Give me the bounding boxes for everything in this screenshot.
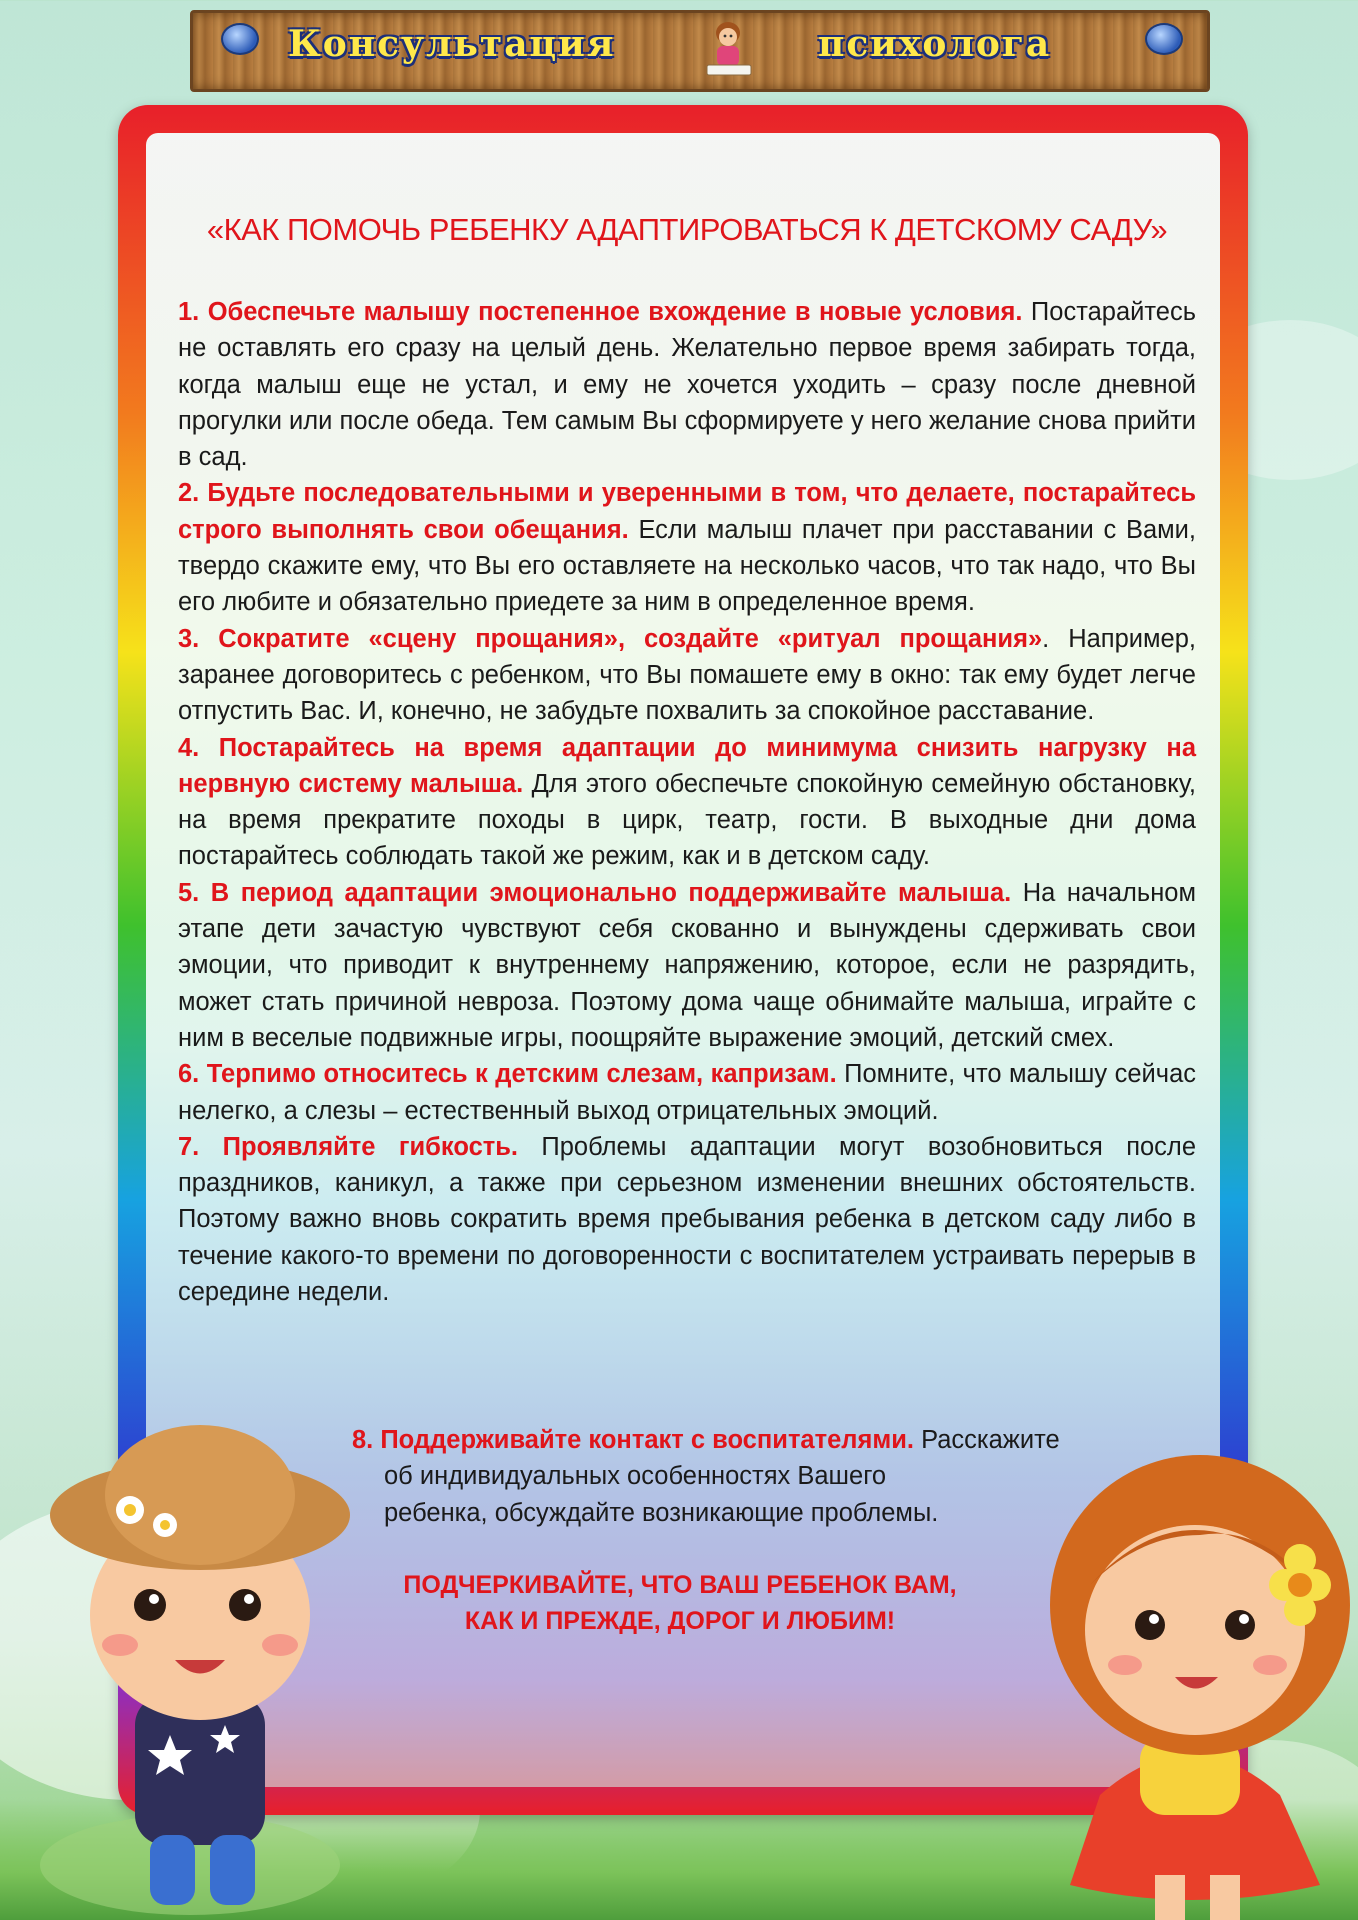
advice-text: ребенка, обсуждайте возникающие проблемы.: [384, 1498, 939, 1527]
advice-lead: 4. Постарайтесь на время адаптации до минимума снизить нагрузку на нервную систему малыша.: [178, 733, 1196, 798]
bolt-icon: [221, 23, 259, 55]
psychologist-figure-icon: [693, 17, 763, 87]
advice-lead: 5. В период адаптации эмоционально поддерживайте малыша.: [178, 878, 1012, 907]
advice-text: Расскажите: [913, 1426, 1060, 1454]
girl-illustration: [1030, 1415, 1358, 1920]
advice-lead: 2. Будьте последовательными и уверенными в том, что делаете, постарайтесь строго выполнять свои обещания.: [178, 479, 1196, 544]
boy-illustration: [0, 1395, 380, 1920]
advice-lead: 8. Поддерживайте контакт с воспитателями.: [352, 1426, 914, 1454]
advice-text: Помните, что малышу сейчас нелегко, а слезы – естественный выход отрицательных эмоций.: [178, 1060, 1196, 1125]
advice-text: Постарайтесь не оставлять его сразу на целый день. Желательно первое время забирать тогда, когда малыш еще не устал, и ему не хочется уходить – сразу после дневной прогулки или после обеда. Тем самым Вы сформируете у него желание снова прийти в сад.: [178, 298, 1196, 472]
advice-text: . Например, заранее договоритесь с ребенком, что Вы помашете ему в окно: так ему будет легче отпустить Вас. И, конечно, не забудьте похвалить за спокойное расставание.: [178, 624, 1197, 726]
banner-word-consultation: Консультация: [288, 23, 616, 65]
closing-message: [330, 1567, 1030, 1639]
advice-lead: 6. Терпимо относитесь к детским слезам, капризам.: [178, 1060, 837, 1089]
closing-line-2: КАК И ПРЕЖДЕ, ДОРОГ И ЛЮБИМ!: [464, 1607, 896, 1635]
advice-lead: 1. Обеспечьте малышу постепенное вхождение в новые условия.: [178, 298, 1023, 326]
advice-item-7: [178, 1129, 1196, 1310]
page-title: «КАК ПОМОЧЬ РЕБЕНКУ АДАПТИРОВАТЬСЯ К ДЕТСКОМУ САДУ»: [206, 212, 1168, 247]
advice-text: На начальном этапе дети зачастую чувствуют себя скованно и вынуждены сдерживать свои эмоции, что приводит к внутреннему напряжению, которое, если не разрядить, может стать причиной невроза. Поэтому дома чаще обнимайте малыша, играйте с ним в веселые подвижные игры, поощряйте выражение эмоций, детский смех.: [178, 878, 1196, 1052]
advice-item-8: [352, 1422, 1132, 1531]
advice-item-3: [178, 621, 1196, 730]
header-banner: [190, 10, 1210, 92]
advice-text: Проблемы адаптации могут возобновиться после праздников, каникул, а также при серьезном изменении внешних обстоятельств. Поэтому важно вновь сократить время пребывания ребенка в детском саду либо в течение какого-то времени по договоренности с воспитателем устраивать перерыв в середине недели.: [178, 1132, 1196, 1307]
advice-text: об индивидуальных особенностях Вашего: [384, 1462, 887, 1491]
advice-item-6: [178, 1056, 1196, 1129]
bolt-icon: [1145, 23, 1183, 55]
advice-lead: 3. Сократите «сцену прощания», создайте «ритуал прощания»: [178, 624, 1043, 653]
banner-word-psychologist: психолога: [818, 23, 1052, 65]
closing-line-1: ПОДЧЕРКИВАЙТЕ, ЧТО ВАШ РЕБЕНОК ВАМ,: [403, 1571, 957, 1599]
article: [178, 210, 1196, 1310]
advice-lead: 7. Проявляйте гибкость.: [178, 1132, 519, 1161]
advice-list: [178, 294, 1196, 1310]
advice-item-1: [178, 294, 1196, 475]
advice-item-4: [178, 730, 1196, 875]
advice-text: Для этого обеспечьте спокойную семейную обстановку, на время прекратите походы в цирк, театр, гости. В выходные дни дома постарайтесь соблюдать такой же режим, как и в детском саду.: [178, 769, 1196, 871]
advice-text: Если малыш плачет при расставании с Вами, твердо скажите ему, что Вы его оставляете на несколько часов, что так надо, что Вы его любите и обязательно приедете за ним в определенное время.: [178, 515, 1196, 617]
advice-item-5: [178, 875, 1196, 1056]
advice-item-2: [178, 475, 1196, 620]
